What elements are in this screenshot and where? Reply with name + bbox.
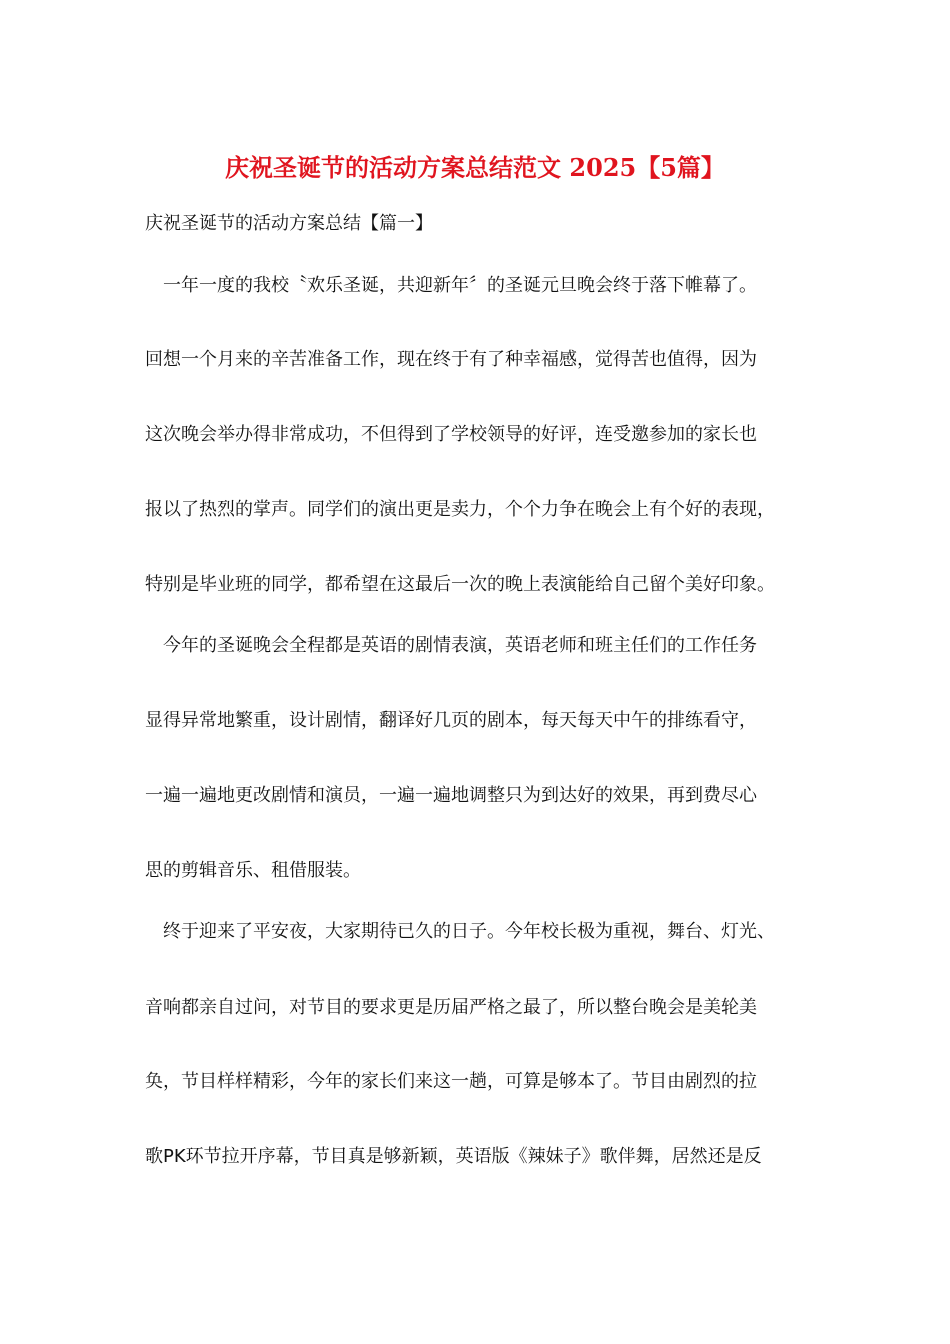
paragraph-line: 歌PK环节拉开序幕，节目真是够新颖，英语版《辣妹子》歌伴舞，居然还是反 bbox=[145, 1146, 762, 1167]
paragraph-line: 一年一度的我校〝欢乐圣诞，共迎新年〞的圣诞元旦晚会终于落下帷幕了。 bbox=[163, 275, 757, 296]
paragraph-line: 特别是毕业班的同学，都希望在这最后一次的晚上表演能给自己留个美好印象。 bbox=[145, 574, 775, 595]
paragraph-line: 今年的圣诞晚会全程都是英语的剧情表演，英语老师和班主任们的工作任务 bbox=[163, 635, 757, 656]
document-title: 庆祝圣诞节的活动方案总结范文 2025【5篇】 bbox=[225, 153, 725, 182]
paragraph-line: 一遍一遍地更改剧情和演员，一遍一遍地调整只为到达好的效果，再到费尽心 bbox=[145, 785, 757, 806]
paragraph-line: 这次晚会举办得非常成功，不但得到了学校领导的好评，连受邀参加的家长也 bbox=[145, 424, 757, 445]
paragraph-line: 终于迎来了平安夜，大家期待已久的日子。今年校长极为重视，舞台、灯光、 bbox=[163, 921, 775, 942]
paragraph-line: 回想一个月来的辛苦准备工作，现在终于有了种幸福感，觉得苦也值得，因为 bbox=[145, 349, 757, 370]
section-heading: 庆祝圣诞节的活动方案总结【篇一】 bbox=[145, 213, 433, 234]
paragraph-line: 显得异常地繁重，设计剧情，翻译好几页的剧本，每天每天中午的排练看守， bbox=[145, 710, 757, 731]
paragraph-line: 音响都亲自过问，对节目的要求更是历届严格之最了，所以整台晚会是美轮美 bbox=[145, 997, 757, 1018]
paragraph-line: 奂，节目样样精彩，今年的家长们来这一趟，可算是够本了。节目由剧烈的拉 bbox=[145, 1071, 757, 1092]
paragraph-line: 报以了热烈的掌声。同学们的演出更是卖力，个个力争在晚会上有个好的表现， bbox=[145, 499, 775, 520]
paragraph-line: 思的剪辑音乐、租借服装。 bbox=[145, 860, 361, 881]
